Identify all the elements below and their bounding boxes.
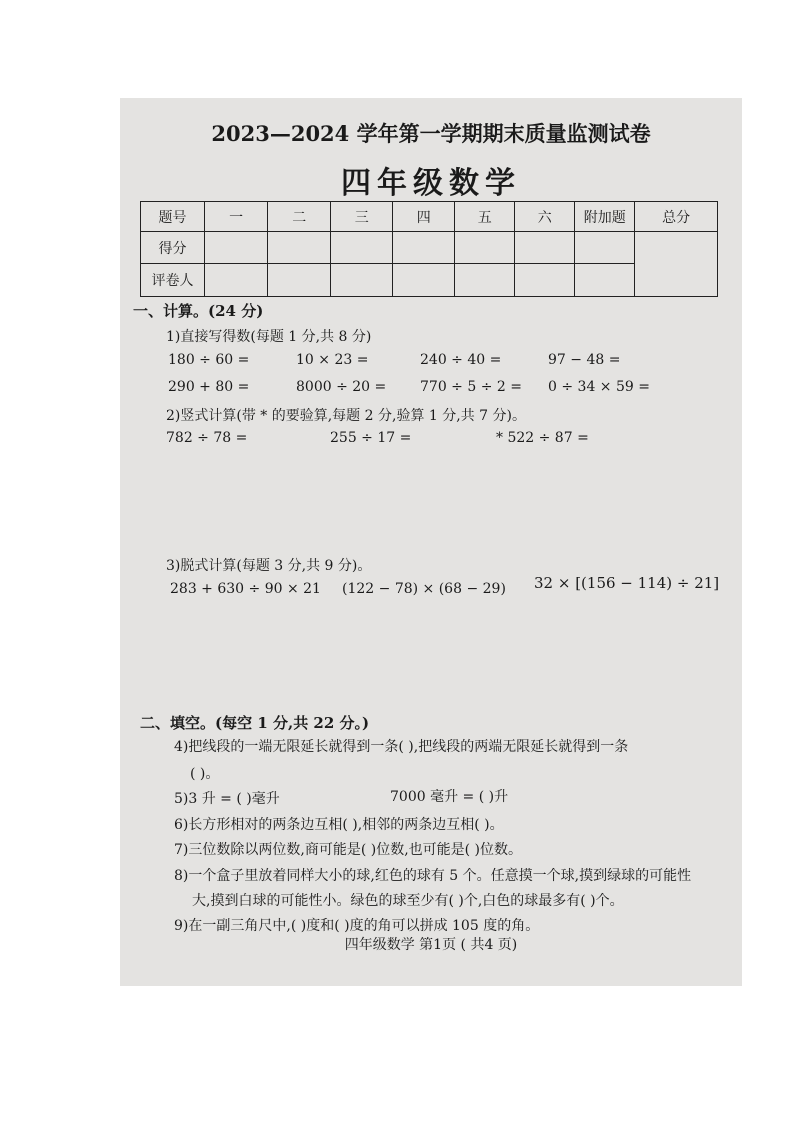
- page-footer: 四年级数学 第1页 ( 共4 页): [344, 937, 518, 953]
- calc-item: 10 × 23 =: [296, 352, 369, 368]
- header-cell: 五: [455, 202, 515, 232]
- grader-cell: [393, 264, 455, 297]
- vertical-calc-item: 255 ÷ 17 =: [330, 430, 412, 446]
- part2-heading: 2)竖式计算(带 * 的要验算,每题 2 分,验算 1 分,共 7 分)。: [166, 408, 526, 424]
- stepwise-calc-item: (122 − 78) × (68 − 29): [342, 581, 506, 597]
- calc-item: 180 ÷ 60 =: [168, 352, 250, 368]
- score-cell: [393, 232, 455, 264]
- vertical-calc-item: 782 ÷ 78 =: [166, 430, 248, 446]
- score-cell: [331, 232, 393, 264]
- row-label: 评卷人: [141, 264, 205, 297]
- question-5b: 7000 毫升 = ( )升: [390, 789, 509, 805]
- grader-cell: [331, 264, 393, 297]
- grader-cell: [268, 264, 331, 297]
- section1-heading: 一、计算。(24 分): [133, 302, 264, 320]
- score-cell: [205, 232, 268, 264]
- question-6: 6)长方形相对的两条边互相( ),相邻的两条边互相( )。: [174, 817, 504, 833]
- question-8-cont: 大,摸到白球的可能性小。绿色的球至少有( )个,白色的球最多有( )个。: [192, 893, 624, 909]
- header-cell: 总分: [635, 202, 718, 232]
- exam-subtitle: 四年级数学: [341, 166, 521, 201]
- grader-row: [141, 264, 718, 297]
- question-7: 7)三位数除以两位数,商可能是( )位数,也可能是( )位数。: [174, 842, 523, 858]
- question-8: 8)一个盒子里放着同样大小的球,红色的球有 5 个。任意摸一个球,摸到绿球的可能性: [174, 868, 692, 884]
- vertical-calc-item: * 522 ÷ 87 =: [496, 430, 589, 446]
- header-cell: 附加题: [575, 202, 635, 232]
- header-cell: 一: [205, 202, 268, 232]
- score-table: [140, 201, 718, 297]
- total-score-cell: [635, 232, 718, 297]
- score-row: [141, 232, 718, 264]
- grader-cell: [515, 264, 575, 297]
- header-cell: 二: [268, 202, 331, 232]
- header-cell: 六: [515, 202, 575, 232]
- question-5a: 5)3 升 = ( )毫升: [174, 791, 280, 807]
- stepwise-calc-item: 283 + 630 ÷ 90 × 21: [170, 581, 321, 597]
- grader-cell: [575, 264, 635, 297]
- calc-item: 240 ÷ 40 =: [420, 352, 502, 368]
- exam-title: 2023—2024 学年第一学期期末质量监测试卷: [211, 121, 651, 146]
- header-cell: 三: [331, 202, 393, 232]
- calc-item: 8000 ÷ 20 =: [296, 379, 387, 395]
- grader-cell: [205, 264, 268, 297]
- question-9: 9)在一副三角尺中,( )度和( )度的角可以拼成 105 度的角。: [174, 918, 540, 934]
- score-cell: [575, 232, 635, 264]
- exam-paper: [120, 98, 742, 986]
- section2-heading: 二、填空。(每空 1 分,共 22 分。): [140, 714, 370, 732]
- calc-item: 97 − 48 =: [548, 352, 621, 368]
- part3-heading: 3)脱式计算(每题 3 分,共 9 分)。: [166, 558, 372, 574]
- calc-item: 290 + 80 =: [168, 379, 250, 395]
- header-cell: 四: [393, 202, 455, 232]
- question-4-cont: ( )。: [190, 766, 220, 782]
- score-cell: [455, 232, 515, 264]
- score-header-row: [141, 202, 718, 232]
- calc-item: 0 ÷ 34 × 59 =: [548, 379, 650, 395]
- part1-heading: 1)直接写得数(每题 1 分,共 8 分): [166, 329, 372, 345]
- stepwise-calc-item: 32 × [(156 − 114) ÷ 21]: [534, 574, 720, 592]
- calc-item: 770 ÷ 5 ÷ 2 =: [420, 379, 522, 395]
- question-4: 4)把线段的一端无限延长就得到一条( ),把线段的两端无限延长就得到一条: [174, 739, 629, 755]
- score-cell: [515, 232, 575, 264]
- row-label: 得分: [141, 232, 205, 264]
- grader-cell: [455, 264, 515, 297]
- header-cell: 题号: [141, 202, 205, 232]
- score-cell: [268, 232, 331, 264]
